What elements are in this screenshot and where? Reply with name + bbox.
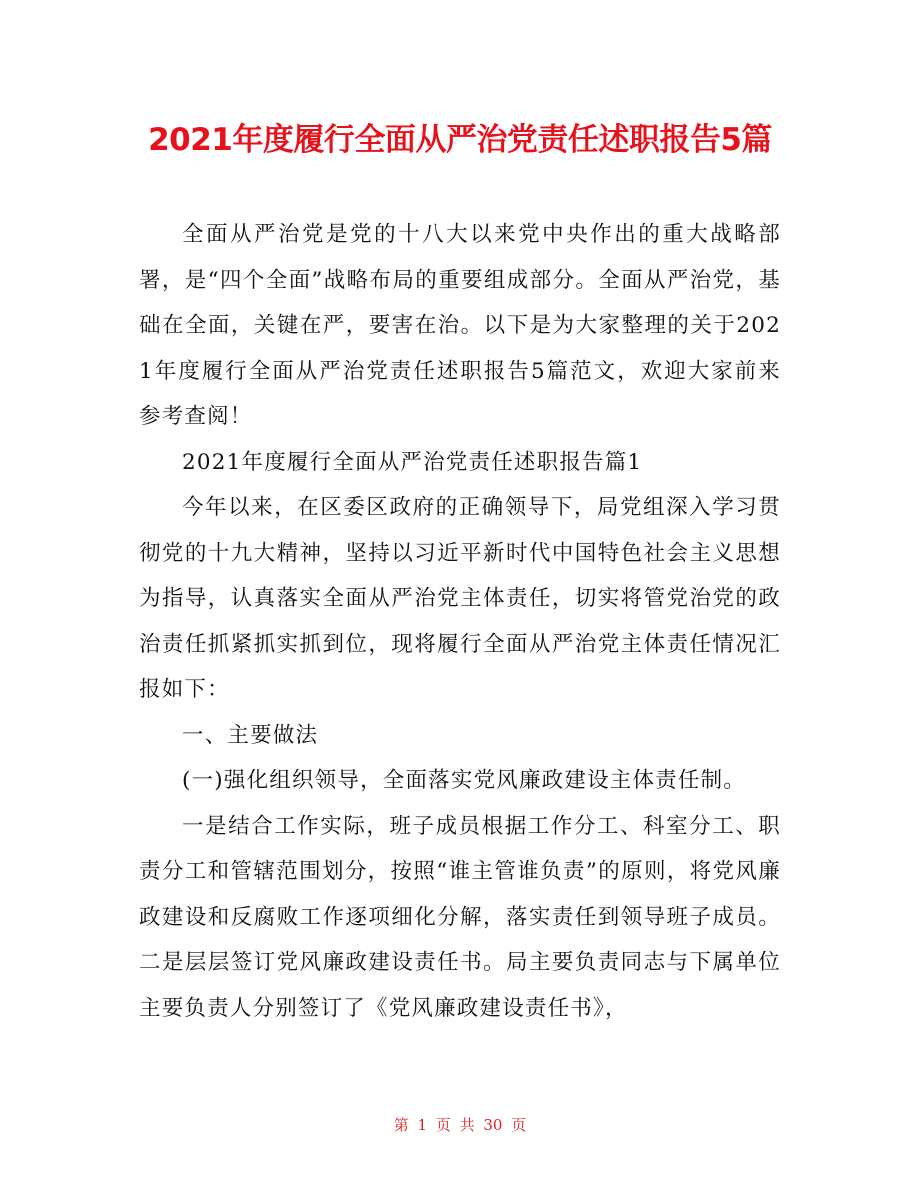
report-opening-paragraph: 今年以来，在区委区政府的正确领导下，局党组深入学习贯彻党的十九大精神，坚持以习近平新时代中国特色社会主义思想为指导，认真落实全面从严治党主体责任，切实将管党治党的政治责任抓紧抓实抓到位，现将履行全面从严治党主体责任情况汇报如下： (139, 495, 781, 702)
page-footer: 第 1 页 共 30 页 (393, 1116, 527, 1134)
detail-paragraph: 一是结合工作实际，班子成员根据工作分工、科室分工、职责分工和管辖范围划分，按照“谁主管谁负责”的原则，将党风廉政建设和反腐败工作逐项细化分解，落实责任到领导班子成员。二是层层签订党风廉政建设责任书。局主要负责同志与下属单位主要负责人分别签订了《党风廉政建设责任书》， (139, 813, 781, 1021)
intro-paragraph: 全面从严治党是党的十八大以来党中央作出的重大战略部署，是“四个全面”战略布局的重要组成部分。全面从严治党，基础在全面，关键在严，要害在治。以下是为大家整理的关于2021年度履行全面从严治党责任述职报告5篇范文，欢迎大家前来参考查阅！ (139, 222, 781, 429)
subsection-heading: 一、主要做法 (182, 722, 319, 748)
document-body (139, 212, 781, 1031)
document-title: 2021年度履行全面从严治党责任述职报告5篇 (148, 122, 772, 158)
section-heading: 2021年度履行全面从严治党责任述职报告篇1 (182, 449, 643, 475)
item-heading: (一)强化组织领导，全面落实党风廉政建设主体责任制。 (182, 768, 746, 793)
